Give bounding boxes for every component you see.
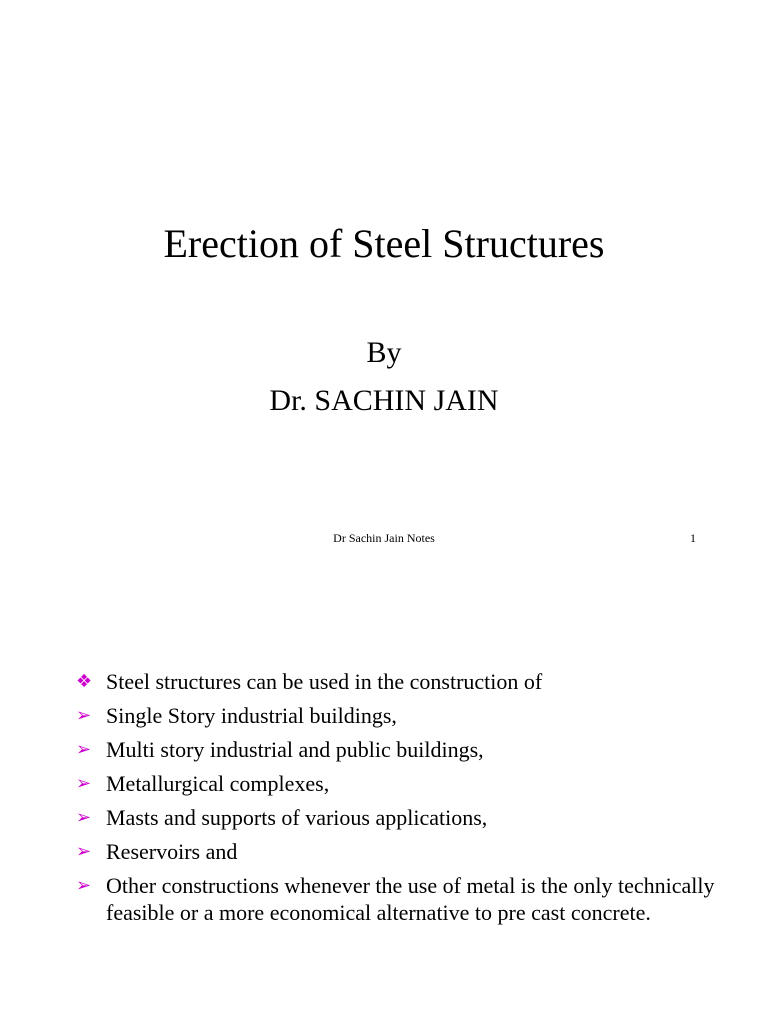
list-item-text: Steel structures can be used in the construction of — [106, 669, 543, 694]
list-item — [76, 838, 736, 865]
arrowhead-icon: ➢ — [76, 807, 92, 828]
list-item-text: Reservoirs and — [106, 839, 238, 864]
list-item-text: Metallurgical complexes, — [106, 771, 330, 796]
list-item — [76, 872, 736, 926]
diamond-cluster-icon: ❖ — [76, 671, 93, 692]
slide-title-heading: Erection of Steel Structures — [163, 221, 605, 266]
list-item — [76, 702, 736, 729]
slide-content — [0, 580, 768, 1024]
arrowhead-icon: ➢ — [76, 705, 92, 726]
list-item-text: Masts and supports of various applications, — [106, 805, 488, 830]
bullet-list — [76, 668, 736, 933]
list-item — [76, 770, 736, 797]
arrowhead-icon: ➢ — [76, 841, 92, 862]
list-item-text: Multi story industrial and public buildings, — [106, 737, 484, 762]
list-item — [76, 736, 736, 763]
arrowhead-icon: ➢ — [76, 739, 92, 760]
list-item-text: Single Story industrial buildings, — [106, 703, 397, 728]
list-item-text: Other constructions whenever the use of metal is the only technically feasible or a more economical alternative to pre cast concrete. — [106, 873, 715, 925]
arrowhead-icon: ➢ — [76, 773, 92, 794]
slide-footer: Dr Sachin Jain Notes — [333, 531, 435, 545]
list-item — [76, 804, 736, 831]
list-item — [76, 668, 736, 695]
page-number: 1 — [690, 531, 696, 545]
arrowhead-icon: ➢ — [76, 875, 92, 896]
author-name: Dr. SACHIN JAIN — [269, 384, 499, 417]
byline-label: By — [366, 336, 402, 369]
